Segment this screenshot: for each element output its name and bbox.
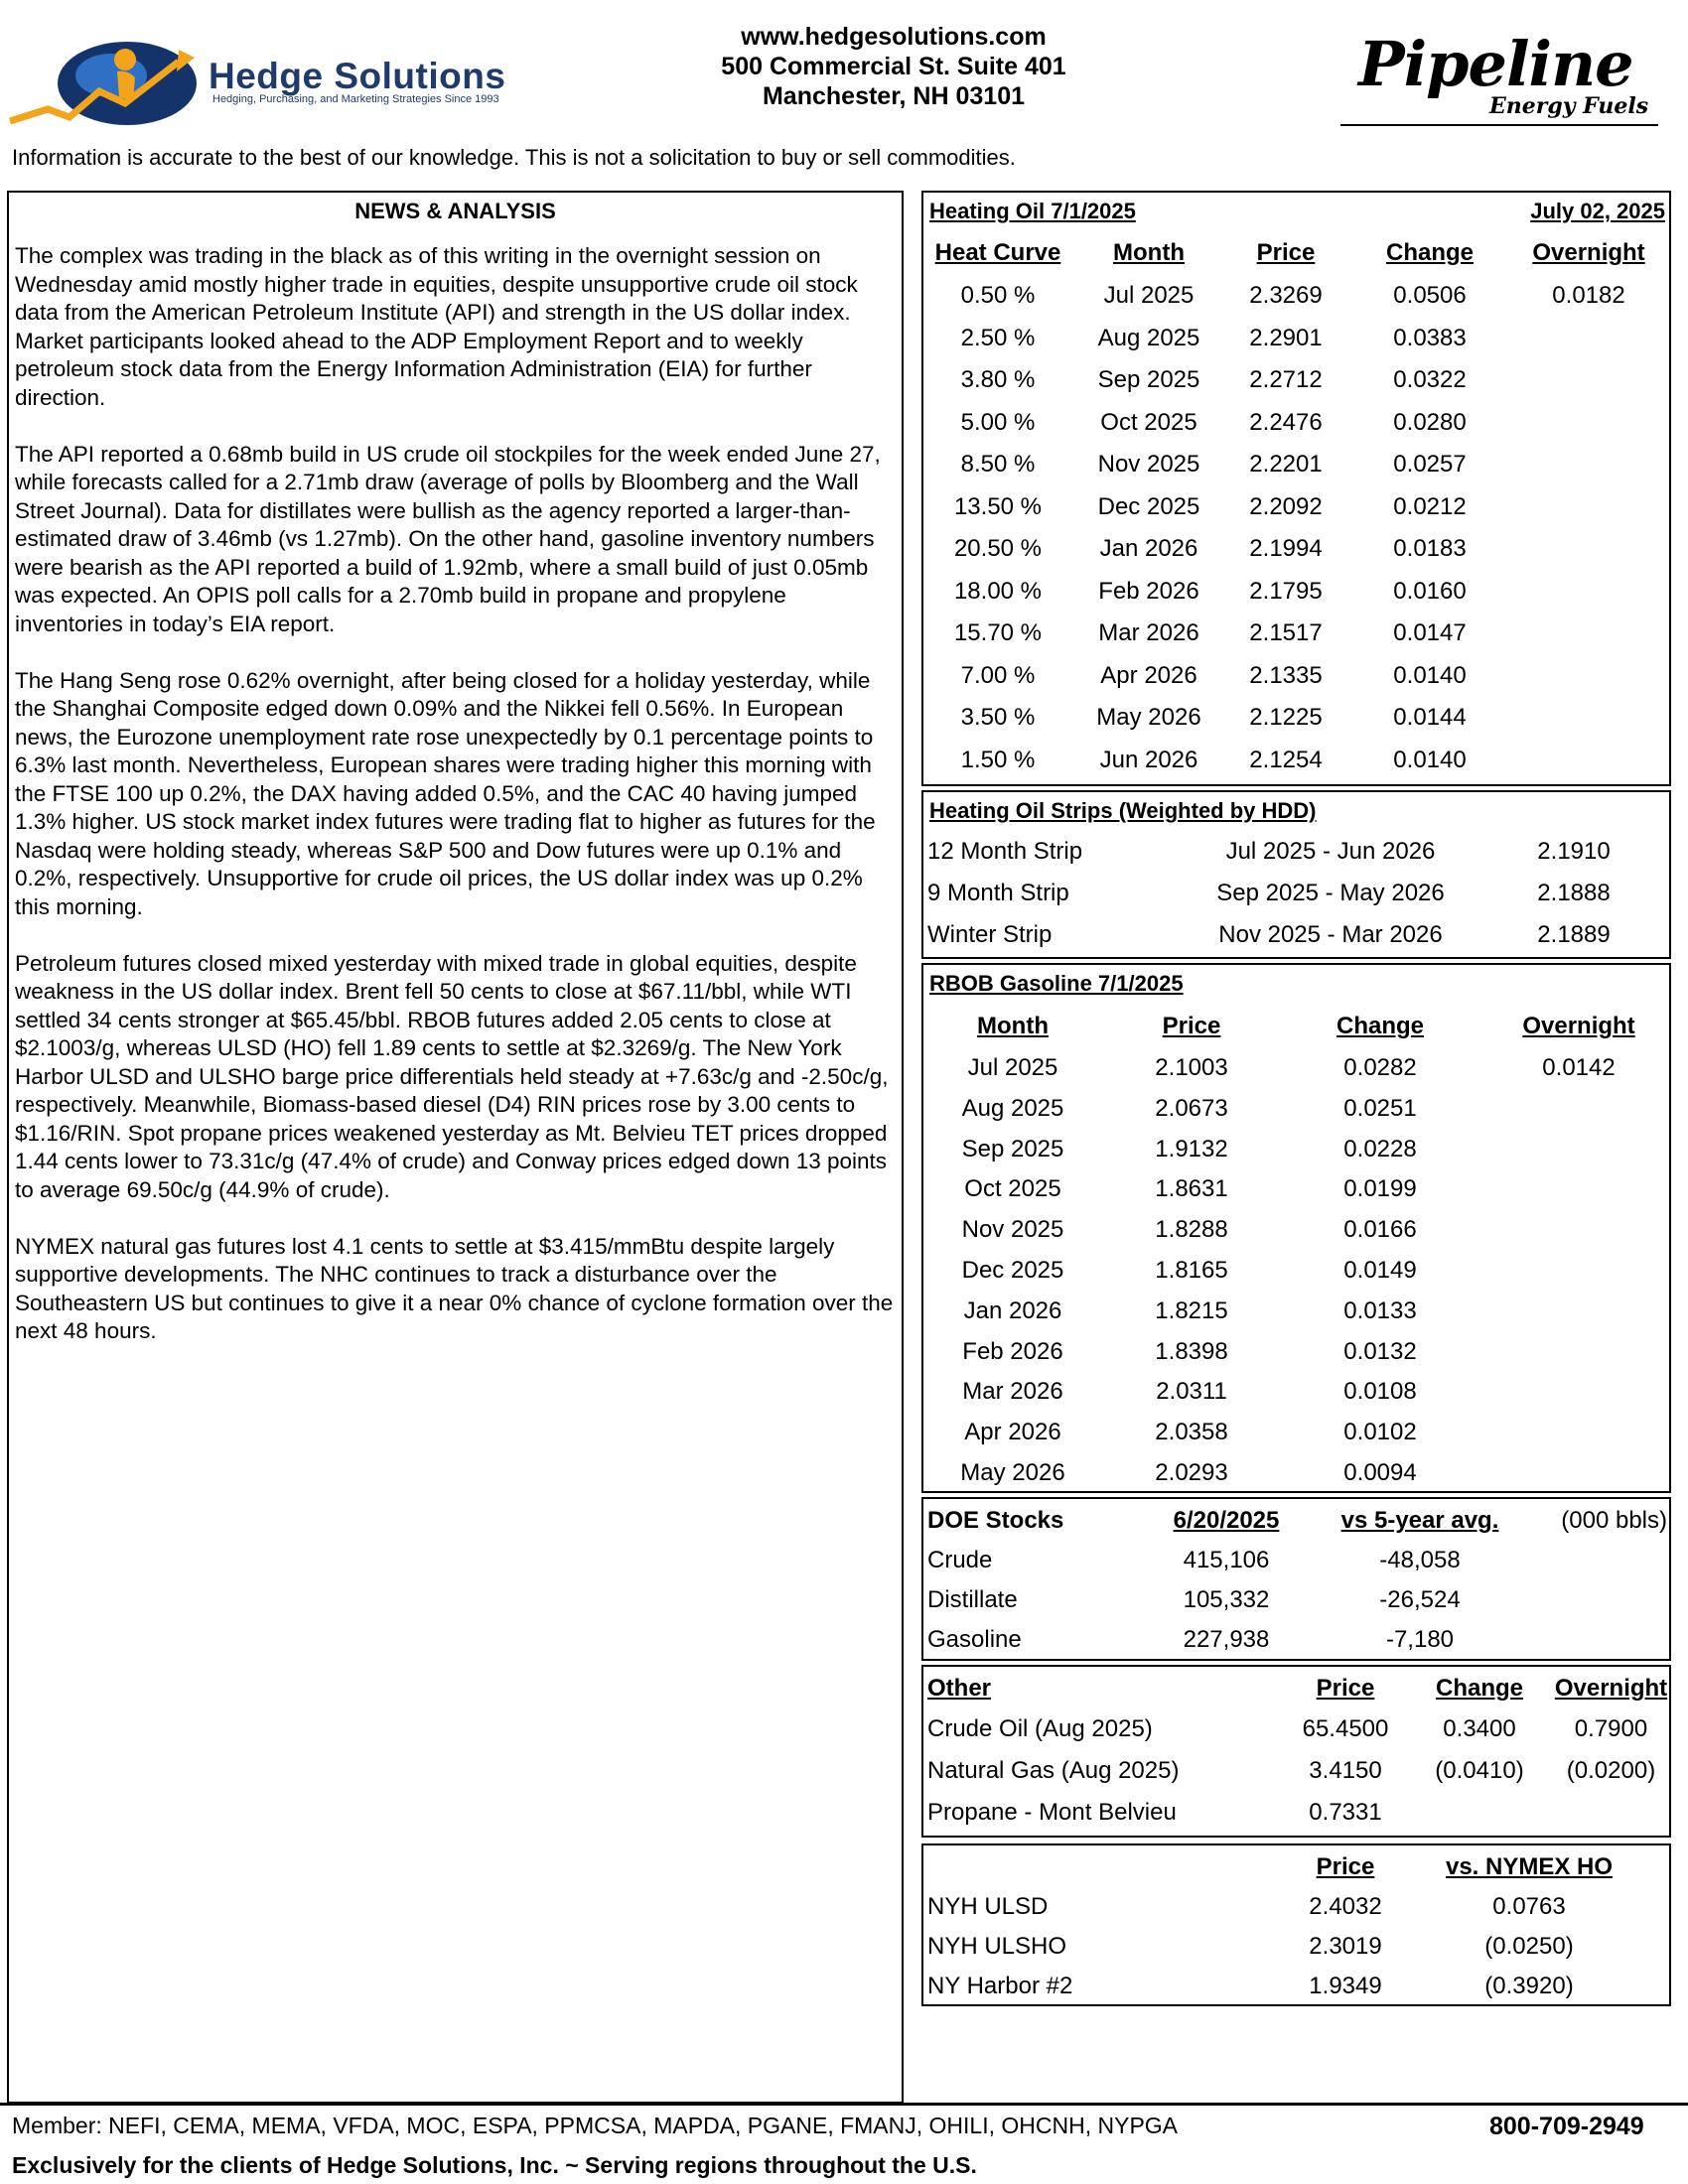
table-cell: 7.00 % <box>960 661 1036 689</box>
table-cell: 3.50 % <box>960 704 1036 731</box>
table-cell: Jul 2025 <box>967 1054 1058 1081</box>
nyh-table <box>921 1843 1671 2006</box>
table-cell: Nov 2025 - Mar 2026 <box>1218 921 1443 948</box>
table-cell: 2.3269 <box>1249 282 1323 309</box>
rbob-title: RBOB Gasoline 7/1/2025 <box>929 971 1184 996</box>
address-block <box>616 22 1172 111</box>
table-cell: 2.1888 <box>1537 880 1611 906</box>
news-paragraph: The Hang Seng rose 0.62% overnight, after being closed for a holiday yesterday, while the Shanghai Composite edged down 0.09% and the Nikkei fell 0.56%. In European news, the Eurozone unemployment rate rose unexpectedly by 0.1 percentage points to 6.3% last month. Nevertheless, European shares were trading higher this morning with the FTSE 100 up 0.2%, the DAX having added 0.5%, and the CAC 40 having jumped 1.3% higher. US stock market index futures were trading flat to higher as futures for the Nasdaq were holding steady, whereas S&P 500 and Dow futures were up 0.1% and 0.2%, respectively. Unsupportive for crude oil prices, the US dollar index was up 0.2% this morning. <box>15 667 876 919</box>
other-title: Other <box>927 1675 992 1702</box>
table-cell: 13.50 % <box>953 492 1043 520</box>
table-cell: 2.3019 <box>1309 1933 1382 1960</box>
table-cell: Crude <box>927 1547 993 1573</box>
table-cell: 5.00 % <box>960 408 1036 436</box>
table-cell: 2.1910 <box>1537 838 1611 865</box>
table-cell: 8.50 % <box>960 451 1036 478</box>
table-cell: 2.0311 <box>1156 1378 1227 1406</box>
doe-vs-label: vs 5-year avg. <box>1340 1507 1499 1534</box>
table-cell: Mar 2026 <box>962 1378 1063 1406</box>
table-cell: Aug 2025 <box>961 1094 1064 1122</box>
table-cell: 0.50 % <box>960 282 1036 309</box>
table-cell: 0.0149 <box>1343 1257 1417 1284</box>
table-cell: Crude Oil (Aug 2025) <box>927 1715 1153 1742</box>
table-cell: 0.0212 <box>1393 492 1467 520</box>
table-cell: 2.0293 <box>1155 1459 1228 1486</box>
phone-number[interactable]: 800-709-2949 <box>1489 2113 1644 2140</box>
table-cell: 2.1225 <box>1249 704 1323 731</box>
table-cell: Propane - Mont Belvieu <box>927 1799 1177 1826</box>
news-paragraph: The API reported a 0.68mb build in US crude oil stockpiles for the week ended June 27, while forecasts called for a 2.71mb draw (average of polls by Bloomberg and the Wall Street Journal). Data for distillates were bullish as the agency reported a larger-than-estimated draw of 3.46mb (vs 1.27mb). On the other hand, gasoline inventory numbers were bearish as the API reported a build of 1.92mb, where a small build of just 0.05mb was expected. An OPIS poll calls for a 2.70mb build in propane and propylene inventories in today’s EIA report. <box>15 441 881 636</box>
column-header: Price <box>1316 1675 1375 1702</box>
table-cell: 105,332 <box>1183 1586 1270 1613</box>
footer-rule <box>0 2103 1688 2106</box>
news-paragraph: NYMEX natural gas futures lost 4.1 cents to settle at $3.415/mmBtu despite largely supportive developments. The NHC continues to track a disturbance over the Southeastern US but continues to give it a near 0% chance of cyclone formation over the next 48 hours. <box>15 1233 894 1343</box>
table-cell: 2.1254 <box>1249 746 1323 773</box>
table-cell: 2.1994 <box>1249 535 1323 562</box>
table-cell: 0.0160 <box>1393 577 1467 605</box>
table-cell: May 2026 <box>960 1459 1065 1486</box>
table-cell: 0.3400 <box>1443 1715 1516 1742</box>
table-cell: 0.0182 <box>1552 282 1625 309</box>
column-header: Overnight <box>1532 239 1645 266</box>
table-cell: 1.8631 <box>1155 1175 1228 1203</box>
column-header: Price <box>1162 1013 1221 1039</box>
table-cell: Apr 2026 <box>1100 661 1197 689</box>
table-cell: Gasoline <box>927 1626 1022 1653</box>
table-cell: NYH ULSHO <box>927 1933 1067 1960</box>
column-header: Change <box>1385 239 1474 266</box>
partner-rule <box>1340 124 1658 126</box>
table-cell: 0.0280 <box>1393 408 1467 436</box>
doe-title: DOE Stocks <box>927 1507 1064 1534</box>
table-cell: 2.0358 <box>1155 1419 1228 1446</box>
table-cell: 415,106 <box>1183 1547 1270 1573</box>
table-cell: 0.0094 <box>1343 1459 1417 1486</box>
table-cell: 0.0108 <box>1343 1378 1417 1406</box>
table-cell: Oct 2025 <box>964 1175 1061 1203</box>
table-cell: 12 Month Strip <box>927 838 1083 865</box>
heating-oil-title: Heating Oil 7/1/2025 <box>929 199 1136 223</box>
table-cell: May 2026 <box>1096 704 1201 731</box>
table-cell: -48,058 <box>1379 1547 1461 1573</box>
table-cell: Jul 2025 <box>1103 282 1195 309</box>
table-cell: Sep 2025 - May 2026 <box>1216 880 1445 906</box>
heating-oil-table <box>921 191 1671 786</box>
strips-title: Heating Oil Strips (Weighted by HDD) <box>929 798 1317 823</box>
table-cell: (0.0200) <box>1566 1757 1656 1784</box>
table-cell: 2.1003 <box>1155 1054 1228 1081</box>
other-table <box>921 1665 1671 1838</box>
table-cell: NY Harbor #2 <box>927 1973 1073 1999</box>
table-cell: 0.0282 <box>1343 1054 1417 1081</box>
table-cell: Dec 2025 <box>961 1257 1064 1284</box>
table-cell: Oct 2025 <box>1100 408 1197 436</box>
table-cell: 0.0147 <box>1393 619 1467 646</box>
table-cell: 1.8288 <box>1155 1216 1228 1244</box>
table-cell: 18.00 % <box>953 577 1043 605</box>
table-cell: 1.8165 <box>1155 1257 1228 1284</box>
table-cell: Aug 2025 <box>1097 324 1200 351</box>
table-cell: Dec 2025 <box>1097 492 1200 520</box>
column-header: Heat Curve <box>934 239 1061 266</box>
column-header: Price <box>1316 1853 1375 1880</box>
table-cell: 2.1889 <box>1537 921 1611 948</box>
table-cell: Feb 2026 <box>962 1337 1063 1365</box>
column-header: Overnight <box>1554 1675 1668 1702</box>
table-cell: 0.0257 <box>1393 451 1467 478</box>
partner-subtitle: Energy Fuels <box>1489 93 1649 119</box>
table-cell: 20.50 % <box>953 535 1043 562</box>
table-cell: 0.0144 <box>1393 704 1467 731</box>
table-cell: 2.1517 <box>1249 619 1323 646</box>
table-cell: 0.0506 <box>1393 282 1467 309</box>
table-cell: 0.0166 <box>1343 1216 1417 1244</box>
table-cell: Jun 2026 <box>1099 746 1198 773</box>
table-cell: Mar 2026 <box>1098 619 1199 646</box>
table-cell: Distillate <box>927 1586 1018 1613</box>
partner-name: Pipeline <box>1358 28 1633 100</box>
address-line1: 500 Commercial St. Suite 401 <box>721 53 1066 80</box>
table-cell: 1.9349 <box>1309 1973 1382 1999</box>
table-cell: 65.4500 <box>1302 1715 1389 1742</box>
table-cell: 0.0133 <box>1343 1297 1417 1324</box>
column-header: Overnight <box>1522 1013 1635 1039</box>
column-header: Month <box>977 1013 1049 1039</box>
column-header: Price <box>1256 239 1316 266</box>
news-paragraph: Petroleum futures closed mixed yesterday with mixed trade in global equities, despite weakness in the US dollar index. Brent fell 50 cents to close at $67.11/bbl, while WTI settled 34 cents stronger at $65.45/bbl. RBOB futures added 2.05 cents to close at $2.1003/g, whereas ULSD (HO) fell 1.89 cents to settle at $2.3269/g. The New York Harbor ULSD and ULSHO barge price differentials held steady at +7.63c/g and -2.50c/g, respectively. Meanwhile, Biomass-based diesel (D4) RIN prices rose by 3.00 cents to $1.16/RIN. Spot propane prices weakened yesterday as Mt. Belvieu TET prices dropped 1.44 cents lower to 73.31c/g (47.4% of crude) and Conway prices edged down 13 points to average 69.50c/g (44.9% of crude). <box>15 950 889 1202</box>
table-cell: 0.0322 <box>1393 366 1467 393</box>
company-name: Hedge Solutions <box>209 56 506 96</box>
website-link[interactable]: www.hedgesolutions.com <box>741 23 1047 51</box>
table-cell: 15.70 % <box>953 619 1043 646</box>
pipeline-logo <box>1340 28 1658 129</box>
address-line2: Manchester, NH 03101 <box>762 82 1026 110</box>
table-cell: Winter Strip <box>927 921 1053 948</box>
table-cell: 0.0228 <box>1343 1135 1417 1162</box>
column-header: Change <box>1435 1675 1523 1702</box>
table-cell: (0.0250) <box>1484 1933 1574 1960</box>
company-tagline: Hedging, Purchasing, and Marketing Strategies Since 1993 <box>212 93 499 105</box>
doe-date: 6/20/2025 <box>1173 1507 1280 1534</box>
table-cell: 2.2712 <box>1249 366 1323 393</box>
table-cell: 2.2476 <box>1249 408 1323 436</box>
table-cell: (0.0410) <box>1435 1757 1524 1784</box>
table-cell: -7,180 <box>1385 1626 1455 1653</box>
table-cell: Nov 2025 <box>961 1216 1064 1244</box>
table-cell: 2.1335 <box>1249 661 1323 689</box>
column-header: vs. NYMEX HO <box>1445 1853 1614 1880</box>
table-cell: 0.0142 <box>1542 1054 1616 1081</box>
table-cell: Feb 2026 <box>1098 577 1199 605</box>
news-body <box>15 242 899 1374</box>
news-paragraph: The complex was trading in the black as of this writing in the overnight session on Wednesday amid mostly higher trade in equities, despite unsupportive crude oil stock data from the American Petroleum Institute (API) and strength in the US dollar index. Market participants looked ahead to the ADP Employment Report and to weekly petroleum stock data from the Energy Information Administration (EIA) for further direction. <box>15 243 858 410</box>
table-cell: 1.8215 <box>1155 1297 1228 1324</box>
table-cell: (0.3920) <box>1484 1973 1574 1999</box>
table-cell: 1.9132 <box>1155 1135 1228 1162</box>
table-cell: 2.2901 <box>1249 324 1323 351</box>
table-cell: 0.7900 <box>1574 1715 1648 1742</box>
table-cell: 2.1795 <box>1249 577 1323 605</box>
doe-units: (000 bbls) <box>1561 1507 1667 1534</box>
disclaimer: Information is accurate to the best of our knowledge. This is not a solicitation to buy or sell commodities. <box>12 145 1016 170</box>
table-cell: Jan 2026 <box>1099 535 1198 562</box>
table-cell: 0.7331 <box>1309 1799 1382 1826</box>
news-title: NEWS & ANALYSIS <box>354 199 556 223</box>
table-cell: 0.0140 <box>1393 661 1467 689</box>
table-cell: Sep 2025 <box>1097 366 1200 393</box>
table-cell: NYH ULSD <box>927 1893 1049 1920</box>
rbob-table <box>921 963 1671 1493</box>
table-cell: 2.2092 <box>1249 492 1323 520</box>
table-cell: Sep 2025 <box>961 1135 1064 1162</box>
table-cell: 1.8398 <box>1155 1337 1228 1365</box>
table-cell: 0.0383 <box>1393 324 1467 351</box>
table-cell: Apr 2026 <box>964 1419 1061 1446</box>
table-cell: 227,938 <box>1183 1626 1270 1653</box>
news-panel <box>7 191 904 2104</box>
column-header: Change <box>1336 1013 1424 1039</box>
table-cell: 3.80 % <box>960 366 1036 393</box>
table-cell: 3.4150 <box>1309 1757 1382 1784</box>
table-cell: 9 Month Strip <box>927 880 1069 906</box>
table-cell: -26,524 <box>1379 1586 1461 1613</box>
table-cell: 2.0673 <box>1155 1094 1228 1122</box>
table-cell: 2.4032 <box>1309 1893 1382 1920</box>
table-cell: Natural Gas (Aug 2025) <box>927 1757 1180 1784</box>
table-cell: Nov 2025 <box>1097 451 1200 478</box>
strips-table <box>921 790 1671 959</box>
table-cell: 1.50 % <box>960 746 1036 773</box>
table-cell: 0.0183 <box>1393 535 1467 562</box>
table-cell: 0.0102 <box>1343 1419 1417 1446</box>
table-cell: 0.0251 <box>1343 1094 1417 1122</box>
table-cell: 0.0199 <box>1343 1175 1417 1203</box>
table-cell: Jan 2026 <box>963 1297 1062 1324</box>
membership-list: Member: NEFI, CEMA, MEMA, VFDA, MOC, ESPA, PPMCSA, MAPDA, PGANE, FMANJ, OHILI, OHCNH, NYPGA <box>12 2113 1179 2138</box>
table-cell: 0.0140 <box>1393 746 1467 773</box>
column-header: Month <box>1113 239 1185 266</box>
table-cell: Jul 2025 - Jun 2026 <box>1225 838 1436 865</box>
table-cell: 2.50 % <box>960 324 1036 351</box>
table-cell: 0.0132 <box>1343 1337 1417 1365</box>
globe-logo-icon <box>8 32 216 131</box>
footer-tagline: Exclusively for the clients of Hedge Solutions, Inc. ~ Serving regions throughout the U.S. <box>12 2152 977 2178</box>
table-cell: 0.0763 <box>1492 1893 1566 1920</box>
heating-oil-date: July 02, 2025 <box>1530 199 1665 223</box>
table-cell: 2.2201 <box>1249 451 1323 478</box>
doe-stocks-table <box>921 1497 1671 1661</box>
